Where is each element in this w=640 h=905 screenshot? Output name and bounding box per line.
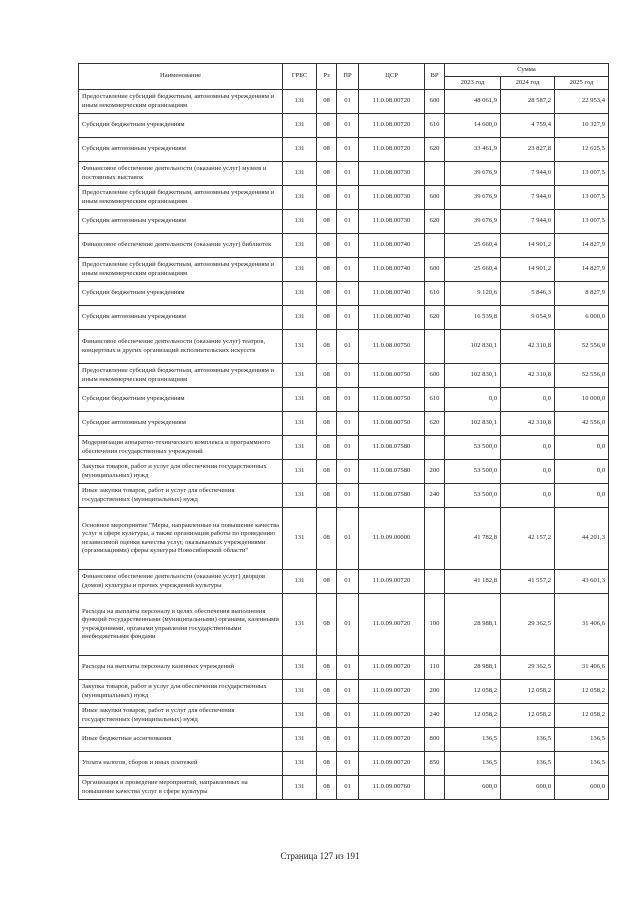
cell-pr: 01 [337,508,359,570]
header-rz: Рз [317,64,337,90]
cell-y2025: 52 556,0 [555,330,609,364]
cell-pr: 01 [337,90,359,114]
cell-y2023: 53 500,0 [445,436,501,460]
cell-grbs: 131 [283,210,317,234]
table-row [79,412,609,436]
cell-y2024: 41 557,2 [501,570,555,594]
table-header [79,64,609,90]
cell-y2024: 7 944,0 [501,162,555,186]
cell-rz: 08 [317,776,337,800]
cell-csr: 11.0.08.00750 [359,388,425,412]
budget-table [78,63,609,800]
cell-csr: 11.0.08.00740 [359,282,425,306]
table-row [79,436,609,460]
cell-y2025: 600,0 [555,776,609,800]
cell-pr: 01 [337,114,359,138]
cell-y2025: 12 625,5 [555,138,609,162]
cell-vr [425,436,445,460]
cell-name: Модернизация аппаратно-технического комплекса и программного обеспечения государственных учреждений [79,436,283,460]
cell-pr: 01 [337,330,359,364]
cell-y2025: 14 827,9 [555,258,609,282]
cell-name: Субсидии бюджетным учреждениям [79,282,283,306]
cell-y2023: 14 600,0 [445,114,501,138]
cell-y2023: 102 830,1 [445,330,501,364]
cell-pr: 01 [337,460,359,484]
cell-grbs: 131 [283,186,317,210]
header-year-2024: 2024 год [501,77,555,90]
cell-pr: 01 [337,258,359,282]
cell-grbs: 131 [283,594,317,656]
cell-pr: 01 [337,680,359,704]
cell-pr: 01 [337,704,359,728]
cell-vr: 620 [425,306,445,330]
cell-csr: 11.0.08.00730 [359,210,425,234]
cell-name: Предоставление субсидий бюджетным, автономным учреждениям и иным некоммерческим организациям [79,186,283,210]
cell-pr: 01 [337,728,359,752]
cell-grbs: 131 [283,388,317,412]
cell-pr: 01 [337,364,359,388]
cell-y2025: 0,0 [555,460,609,484]
cell-y2024: 4 759,4 [501,114,555,138]
cell-name: Предоставление субсидий бюджетным, автономным учреждениям и иным некоммерческим организациям [79,258,283,282]
cell-vr [425,330,445,364]
cell-y2025: 22 953,4 [555,90,609,114]
cell-name: Финансовое обеспечение деятельности (оказание услуг) библиотек [79,234,283,258]
cell-y2024: 23 827,8 [501,138,555,162]
cell-y2023: 39 676,9 [445,210,501,234]
cell-pr: 01 [337,412,359,436]
cell-rz: 08 [317,162,337,186]
cell-name: Иные бюджетные ассигнования [79,728,283,752]
table-row [79,306,609,330]
cell-y2024: 0,0 [501,484,555,508]
cell-vr: 620 [425,138,445,162]
cell-name: Субсидии бюджетным учреждениям [79,114,283,138]
cell-grbs: 131 [283,138,317,162]
table-row [79,704,609,728]
cell-y2023: 0,0 [445,388,501,412]
cell-name: Уплата налогов, сборов и иных платежей [79,752,283,776]
header-year-2025: 2025 год [555,77,609,90]
cell-name: Финансовое обеспечение деятельности (оказание услуг) дворцов (домов) культуры и прочих учреждений культуры [79,570,283,594]
cell-rz: 08 [317,680,337,704]
table-row [79,570,609,594]
cell-rz: 08 [317,282,337,306]
cell-y2024: 28 587,2 [501,90,555,114]
cell-y2023: 136,5 [445,752,501,776]
cell-name: Субсидии автономным учреждениям [79,210,283,234]
cell-y2023: 600,0 [445,776,501,800]
cell-vr: 600 [425,186,445,210]
cell-rz: 08 [317,508,337,570]
cell-vr: 800 [425,728,445,752]
cell-rz: 08 [317,114,337,138]
cell-vr: 100 [425,594,445,656]
cell-pr: 01 [337,484,359,508]
cell-y2025: 0,0 [555,436,609,460]
cell-y2025: 31 406,6 [555,594,609,656]
cell-csr: 11.0.08.00740 [359,234,425,258]
cell-rz: 08 [317,210,337,234]
cell-y2025: 42 556,0 [555,412,609,436]
cell-grbs: 131 [283,776,317,800]
cell-y2025: 12 058,2 [555,704,609,728]
cell-grbs: 131 [283,484,317,508]
cell-name: Финансовое обеспечение деятельности (оказание услуг) театров, концертных и других организаций исполнительских искусств [79,330,283,364]
cell-rz: 08 [317,330,337,364]
table-row [79,594,609,656]
cell-csr: 11.0.08.00750 [359,412,425,436]
header-vr: ВР [425,64,445,90]
table-row [79,460,609,484]
cell-y2024: 0,0 [501,460,555,484]
cell-vr: 110 [425,656,445,680]
cell-csr: 11.0.08.00720 [359,138,425,162]
cell-pr: 01 [337,776,359,800]
page-number: Страница 127 из 191 [280,851,360,861]
cell-y2023: 53 500,0 [445,484,501,508]
cell-y2025: 0,0 [555,484,609,508]
cell-name: Закупка товаров, работ и услуг для обеспечения государственных (муниципальных) нужд [79,680,283,704]
cell-y2023: 12 058,2 [445,704,501,728]
cell-vr: 600 [425,364,445,388]
cell-y2023: 33 461,9 [445,138,501,162]
cell-rz: 08 [317,138,337,162]
cell-grbs: 131 [283,330,317,364]
cell-name: Иные закупки товаров, работ и услуг для обеспечения государственных (муниципальных) нужд [79,704,283,728]
cell-y2024: 136,5 [501,752,555,776]
cell-y2025: 13 007,5 [555,162,609,186]
cell-rz: 08 [317,436,337,460]
cell-rz: 08 [317,752,337,776]
table-row [79,388,609,412]
cell-rz: 08 [317,258,337,282]
cell-grbs: 131 [283,460,317,484]
cell-y2025: 52 556,0 [555,364,609,388]
cell-grbs: 131 [283,162,317,186]
cell-grbs: 131 [283,570,317,594]
cell-y2024: 42 157,2 [501,508,555,570]
cell-y2023: 39 676,9 [445,162,501,186]
cell-y2023: 9 120,6 [445,282,501,306]
cell-y2024: 7 944,0 [501,210,555,234]
cell-grbs: 131 [283,508,317,570]
cell-y2024: 42 310,8 [501,330,555,364]
cell-pr: 01 [337,162,359,186]
cell-csr: 11.0.09.00000 [359,508,425,570]
cell-csr: 11.0.09.00720 [359,570,425,594]
cell-rz: 08 [317,306,337,330]
table-row [79,234,609,258]
cell-y2024: 12 058,2 [501,704,555,728]
cell-csr: 11.0.08.00740 [359,306,425,330]
cell-grbs: 131 [283,728,317,752]
cell-rz: 08 [317,484,337,508]
cell-pr: 01 [337,388,359,412]
cell-y2024: 0,0 [501,436,555,460]
table-row [79,484,609,508]
cell-y2023: 25 660,4 [445,234,501,258]
cell-name: Финансовое обеспечение деятельности (оказание услуг) музеев и постоянных выставок [79,162,283,186]
cell-name: Предоставление субсидий бюджетным, автономным учреждениям и иным некоммерческим организациям [79,364,283,388]
header-pr: ПР [337,64,359,90]
cell-y2025: 43 601,3 [555,570,609,594]
cell-y2025: 13 007,5 [555,186,609,210]
cell-rz: 08 [317,186,337,210]
cell-vr: 610 [425,388,445,412]
cell-grbs: 131 [283,90,317,114]
cell-name: Организация и проведение мероприятий, направленных на повышение качества услуг в сфере культуры [79,776,283,800]
cell-y2023: 39 676,9 [445,186,501,210]
cell-name: Расходы на выплаты персоналу казенных учреждений [79,656,283,680]
header-csr: ЦСР [359,64,425,90]
cell-pr: 01 [337,186,359,210]
cell-grbs: 131 [283,306,317,330]
cell-grbs: 131 [283,436,317,460]
table-row [79,258,609,282]
table-row [79,508,609,570]
cell-y2024: 42 310,8 [501,364,555,388]
cell-y2025: 10 327,9 [555,114,609,138]
header-name: Наименование [79,64,283,90]
cell-vr: 620 [425,210,445,234]
cell-pr: 01 [337,594,359,656]
cell-y2025: 136,5 [555,728,609,752]
cell-y2024: 29 362,5 [501,656,555,680]
cell-y2024: 5 846,3 [501,282,555,306]
cell-y2023: 25 660,4 [445,258,501,282]
cell-y2023: 28 988,1 [445,656,501,680]
cell-rz: 08 [317,656,337,680]
cell-y2023: 41 182,8 [445,570,501,594]
cell-name: Закупка товаров, работ и услуг для обеспечения государственных (муниципальных) нужд [79,460,283,484]
cell-csr: 11.0.08.00740 [359,258,425,282]
cell-csr: 11.0.08.00730 [359,162,425,186]
cell-pr: 01 [337,570,359,594]
cell-pr: 01 [337,210,359,234]
cell-rz: 08 [317,704,337,728]
table-row [79,330,609,364]
header-grbs: ГРБС [283,64,317,90]
cell-y2023: 48 061,9 [445,90,501,114]
cell-y2025: 6 000,0 [555,306,609,330]
cell-y2024: 12 058,2 [501,680,555,704]
cell-grbs: 131 [283,282,317,306]
cell-y2023: 28 988,1 [445,594,501,656]
cell-y2025: 136,5 [555,752,609,776]
cell-pr: 01 [337,234,359,258]
cell-grbs: 131 [283,704,317,728]
cell-vr [425,776,445,800]
cell-csr: 11.0.08.00720 [359,90,425,114]
cell-csr: 11.0.09.00720 [359,752,425,776]
cell-y2025: 44 201,3 [555,508,609,570]
cell-rz: 08 [317,728,337,752]
cell-name: Основное мероприятие "Меры, направленные на повышение качества услуг в сфере культуры, а также организация работы по проведению независимой оценки качества услуг, оказываемых учреждениями (организациями) сферы культуры Новосибирской области" [79,508,283,570]
header-year-2023: 2023 год [445,77,501,90]
cell-grbs: 131 [283,412,317,436]
cell-name: Предоставление субсидий бюджетным, автономным учреждениям и иным некоммерческим организациям [79,90,283,114]
cell-csr: 11.0.09.00720 [359,728,425,752]
cell-vr: 620 [425,412,445,436]
cell-grbs: 131 [283,752,317,776]
cell-y2023: 53 500,0 [445,460,501,484]
table-row [79,282,609,306]
cell-rz: 08 [317,364,337,388]
cell-csr: 11.0.08.07580 [359,436,425,460]
cell-csr: 11.0.09.00720 [359,704,425,728]
cell-vr: 610 [425,114,445,138]
cell-name: Субсидии автономным учреждениям [79,412,283,436]
cell-y2024: 600,0 [501,776,555,800]
header-sum: Сумма [445,64,609,77]
cell-y2025: 10 000,0 [555,388,609,412]
cell-csr: 11.0.09.00720 [359,680,425,704]
cell-y2024: 42 310,8 [501,412,555,436]
cell-y2025: 14 827,9 [555,234,609,258]
cell-pr: 01 [337,436,359,460]
table-row [79,728,609,752]
cell-csr: 11.0.09.00720 [359,656,425,680]
cell-rz: 08 [317,594,337,656]
cell-y2024: 29 362,5 [501,594,555,656]
cell-y2024: 9 054,9 [501,306,555,330]
cell-grbs: 131 [283,364,317,388]
table-row [79,680,609,704]
table-row [79,114,609,138]
cell-y2024: 14 901,2 [501,258,555,282]
cell-pr: 01 [337,282,359,306]
table-row [79,752,609,776]
table-row [79,776,609,800]
budget-table-container [78,63,608,800]
cell-vr [425,162,445,186]
cell-csr: 11.0.08.07580 [359,460,425,484]
cell-vr [425,508,445,570]
cell-y2024: 136,5 [501,728,555,752]
cell-csr: 11.0.08.00720 [359,114,425,138]
cell-y2024: 0,0 [501,388,555,412]
cell-vr: 610 [425,282,445,306]
table-row [79,186,609,210]
cell-vr [425,570,445,594]
cell-name: Субсидии автономным учреждениям [79,138,283,162]
cell-pr: 01 [337,306,359,330]
cell-rz: 08 [317,90,337,114]
cell-grbs: 131 [283,234,317,258]
table-row [79,138,609,162]
cell-rz: 08 [317,412,337,436]
cell-vr: 240 [425,484,445,508]
cell-name: Иные закупки товаров, работ и услуг для обеспечения государственных (муниципальных) нужд [79,484,283,508]
cell-y2024: 7 944,0 [501,186,555,210]
table-body [79,90,609,800]
cell-grbs: 131 [283,258,317,282]
cell-rz: 08 [317,570,337,594]
cell-y2023: 12 058,2 [445,680,501,704]
cell-vr: 240 [425,704,445,728]
cell-grbs: 131 [283,656,317,680]
cell-csr: 11.0.08.07580 [359,484,425,508]
cell-pr: 01 [337,752,359,776]
cell-y2025: 13 007,5 [555,210,609,234]
cell-rz: 08 [317,460,337,484]
cell-y2024: 14 901,2 [501,234,555,258]
cell-vr [425,234,445,258]
table-row [79,210,609,234]
cell-vr: 200 [425,460,445,484]
cell-name: Субсидии автономным учреждениям [79,306,283,330]
cell-csr: 11.0.09.00760 [359,776,425,800]
cell-vr: 600 [425,258,445,282]
cell-y2025: 8 827,9 [555,282,609,306]
cell-grbs: 131 [283,680,317,704]
table-row [79,364,609,388]
cell-name: Расходы на выплаты персоналу в целях обеспечения выполнения функций государственными (муниципальными) органами, казенными учреждениями, органами управления государственными внебюджетными фондами [79,594,283,656]
cell-pr: 01 [337,138,359,162]
cell-y2023: 16 539,8 [445,306,501,330]
cell-vr: 850 [425,752,445,776]
cell-grbs: 131 [283,114,317,138]
cell-csr: 11.0.08.00750 [359,364,425,388]
cell-csr: 11.0.08.00730 [359,186,425,210]
cell-csr: 11.0.09.00720 [359,594,425,656]
cell-vr: 600 [425,90,445,114]
table-row [79,656,609,680]
cell-csr: 11.0.08.00750 [359,330,425,364]
cell-rz: 08 [317,234,337,258]
cell-y2023: 136,5 [445,728,501,752]
cell-y2023: 102 830,1 [445,364,501,388]
cell-name: Субсидии бюджетным учреждениям [79,388,283,412]
cell-rz: 08 [317,388,337,412]
table-row [79,90,609,114]
cell-y2025: 31 406,6 [555,656,609,680]
table-row [79,162,609,186]
cell-pr: 01 [337,656,359,680]
cell-y2025: 12 058,2 [555,680,609,704]
cell-y2023: 41 782,8 [445,508,501,570]
cell-vr: 200 [425,680,445,704]
cell-y2023: 102 830,1 [445,412,501,436]
